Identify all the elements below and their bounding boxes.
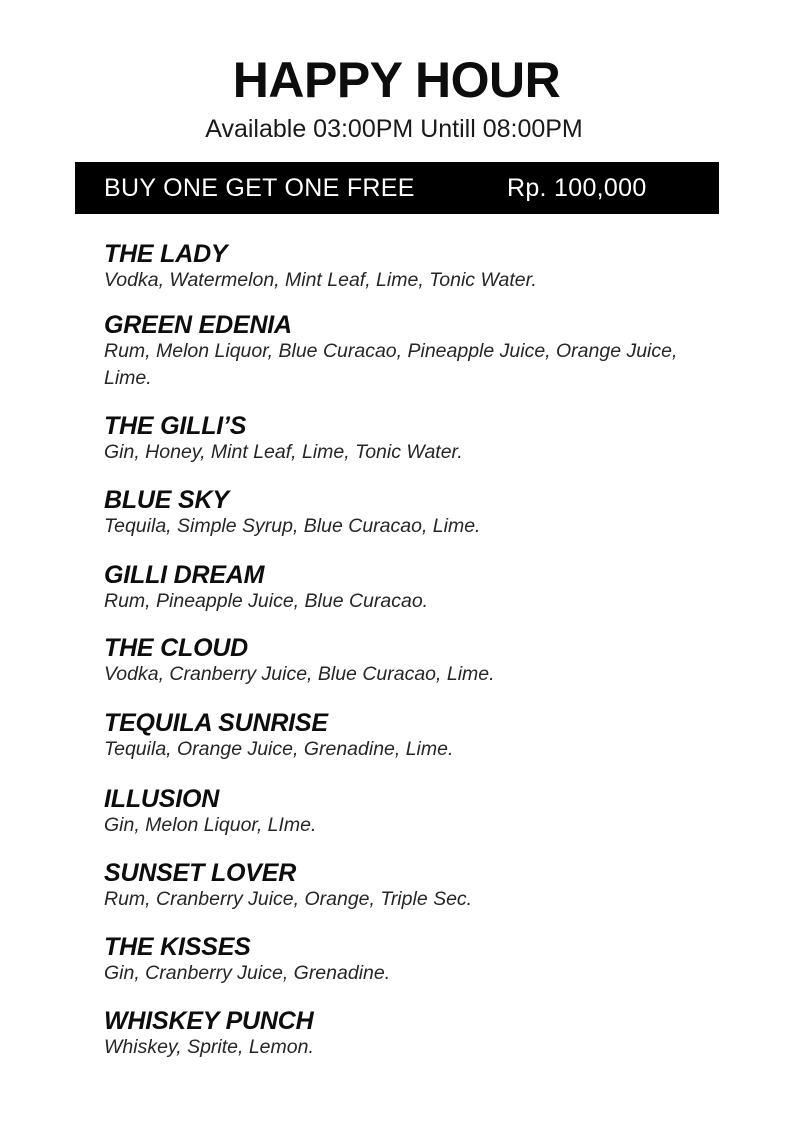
cocktail-name: SUNSET LOVER [104, 859, 297, 887]
cocktail-ingredients: Vodka, Watermelon, Mint Leaf, Lime, Tonic Water. [104, 269, 537, 291]
cocktail-list [104, 238, 724, 1065]
promo-banner [75, 162, 719, 214]
cocktail-item [104, 783, 724, 857]
cocktail-item [104, 238, 724, 309]
page-title: HAPPY HOUR [232, 52, 561, 108]
cocktail-ingredients: Rum, Melon Liquor, Blue Curacao, Pineapple Juice, Orange Juice, Lime. [104, 340, 678, 389]
cocktail-name: ILLUSION [104, 785, 220, 813]
cocktail-ingredients: Gin, Honey, Mint Leaf, Lime, Tonic Water. [104, 441, 463, 463]
cocktail-item [104, 309, 724, 410]
cocktail-item [104, 1005, 724, 1065]
cocktail-item [104, 707, 724, 783]
promo-offer: BUY ONE GET ONE FREE [104, 174, 415, 202]
cocktail-name: GILLI DREAM [104, 561, 265, 589]
cocktail-ingredients: Tequila, Simple Syrup, Blue Curacao, Lime. [104, 515, 481, 537]
cocktail-name: THE KISSES [104, 933, 251, 961]
cocktail-ingredients: Rum, Cranberry Juice, Orange, Triple Sec. [104, 888, 473, 910]
cocktail-name: WHISKEY PUNCH [104, 1007, 314, 1035]
cocktail-name: BLUE SKY [104, 486, 229, 514]
cocktail-item [104, 484, 724, 559]
cocktail-item [104, 410, 724, 484]
cocktail-name: THE GILLI’S [104, 412, 247, 440]
cocktail-name: THE CLOUD [104, 634, 249, 662]
cocktail-item [104, 559, 724, 632]
cocktail-item [104, 632, 724, 707]
cocktail-ingredients: Gin, Melon Liquor, LIme. [104, 814, 317, 836]
promo-price: Rp. 100,000 [507, 174, 647, 202]
cocktail-ingredients: Whiskey, Sprite, Lemon. [104, 1036, 314, 1058]
cocktail-name: TEQUILA SUNRISE [104, 709, 328, 737]
cocktail-item [104, 931, 724, 1005]
cocktail-ingredients: Tequila, Orange Juice, Grenadine, Lime. [104, 738, 454, 760]
cocktail-ingredients: Vodka, Cranberry Juice, Blue Curacao, Lime. [104, 663, 495, 685]
cocktail-name: GREEN EDENIA [104, 311, 292, 339]
cocktail-ingredients: Rum, Pineapple Juice, Blue Curacao. [104, 590, 429, 612]
cocktail-item [104, 857, 724, 931]
cocktail-name: THE LADY [104, 240, 228, 268]
cocktail-ingredients: Gin, Cranberry Juice, Grenadine. [104, 962, 391, 984]
availability-hours: Available 03:00PM Untill 08:00PM [205, 115, 583, 143]
